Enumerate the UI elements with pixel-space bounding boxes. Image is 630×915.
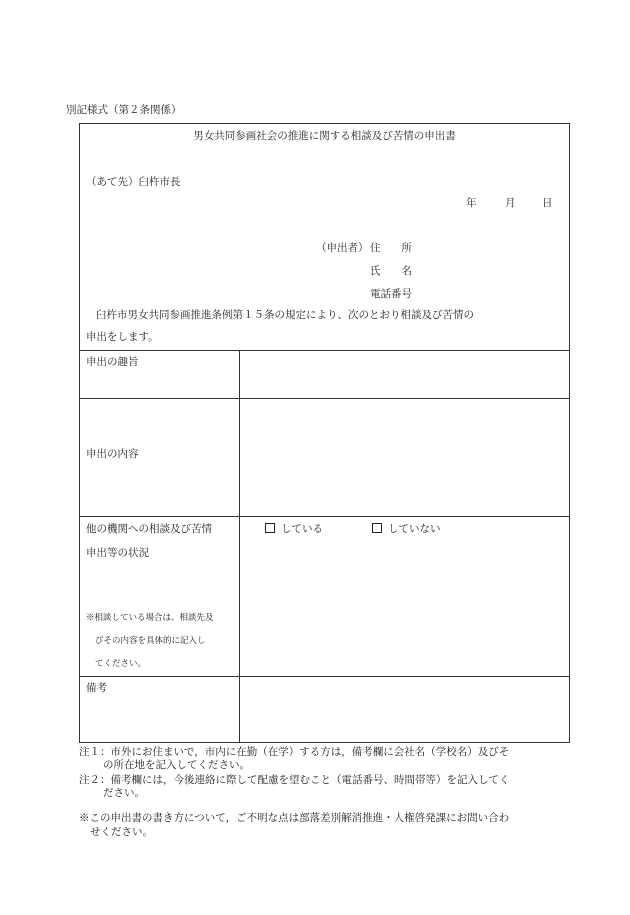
date-year-label: 年 — [466, 197, 477, 209]
applicant-address-label: 住 所 — [370, 242, 412, 254]
form-number-label: 別記様式（第２条関係） — [66, 104, 182, 116]
footnote-1-line1: 注１：市外にお住まいで，市内に在勤（在学）する方は，備考欄に会社名（学校名）及びそ — [79, 746, 510, 758]
option-no[interactable] — [372, 523, 441, 536]
body-text-line1: 臼杵市男女共同参画推進条例第１５条の規定により、次のとおり相談及び苦情の — [96, 309, 474, 321]
option-no-label: していない — [388, 523, 441, 535]
purpose-field[interactable] — [243, 353, 566, 395]
checkbox-icon[interactable] — [265, 523, 275, 533]
content-label: 申出の内容 — [86, 448, 139, 460]
date-month-label: 月 — [505, 197, 516, 209]
other-agency-label-line2: 申出等の状況 — [86, 547, 149, 559]
footnote-2-line2: ださい。 — [103, 787, 145, 799]
other-agency-note-line2: びその内容を具体的に記入し — [95, 636, 206, 646]
form-title: 男女共同参画社会の推進に関する相談及び苦情の申出書 — [193, 130, 456, 142]
purpose-label: 申出の趣旨 — [86, 356, 139, 368]
footnote-3-line2: せください。 — [90, 826, 153, 838]
footnote-1-line2: の所在地を記入してください。 — [103, 759, 250, 771]
date-day-label: 日 — [542, 197, 553, 209]
applicant-lead: （申出者） — [316, 242, 369, 254]
column-divider — [239, 350, 240, 743]
divider-header — [79, 350, 570, 351]
divider-content — [79, 516, 570, 517]
remarks-label: 備考 — [86, 682, 107, 694]
addressee: （あて先）臼杵市長 — [86, 176, 181, 188]
checkbox-icon[interactable] — [372, 523, 382, 533]
divider-other — [79, 676, 570, 677]
footnote-2-line1: 注２：備考欄には，今後連絡に際して配慮を望むこと（電話番号、時間帯等）を記入してく — [79, 774, 510, 786]
applicant-name-label: 氏 名 — [370, 265, 412, 277]
other-agency-label-line1: 他の機関への相談及び苦情 — [86, 523, 212, 535]
content-field[interactable] — [243, 401, 566, 513]
option-yes-label: している — [281, 523, 323, 535]
other-agency-note-line1: ※相談している場合は、相談先及 — [86, 613, 214, 623]
body-text-line2: 申出をします。 — [86, 331, 159, 343]
footnote-3-line1: ※この申出書の書き方について，ご不明な点は部落差別解消推進・人権啓発課にお問い合わ — [79, 812, 510, 824]
remarks-field[interactable] — [243, 679, 566, 740]
applicant-phone-label: 電話番号 — [370, 288, 412, 300]
divider-purpose — [79, 398, 570, 399]
option-yes[interactable] — [265, 523, 323, 536]
other-agency-note-line3: てください。 — [95, 659, 147, 669]
